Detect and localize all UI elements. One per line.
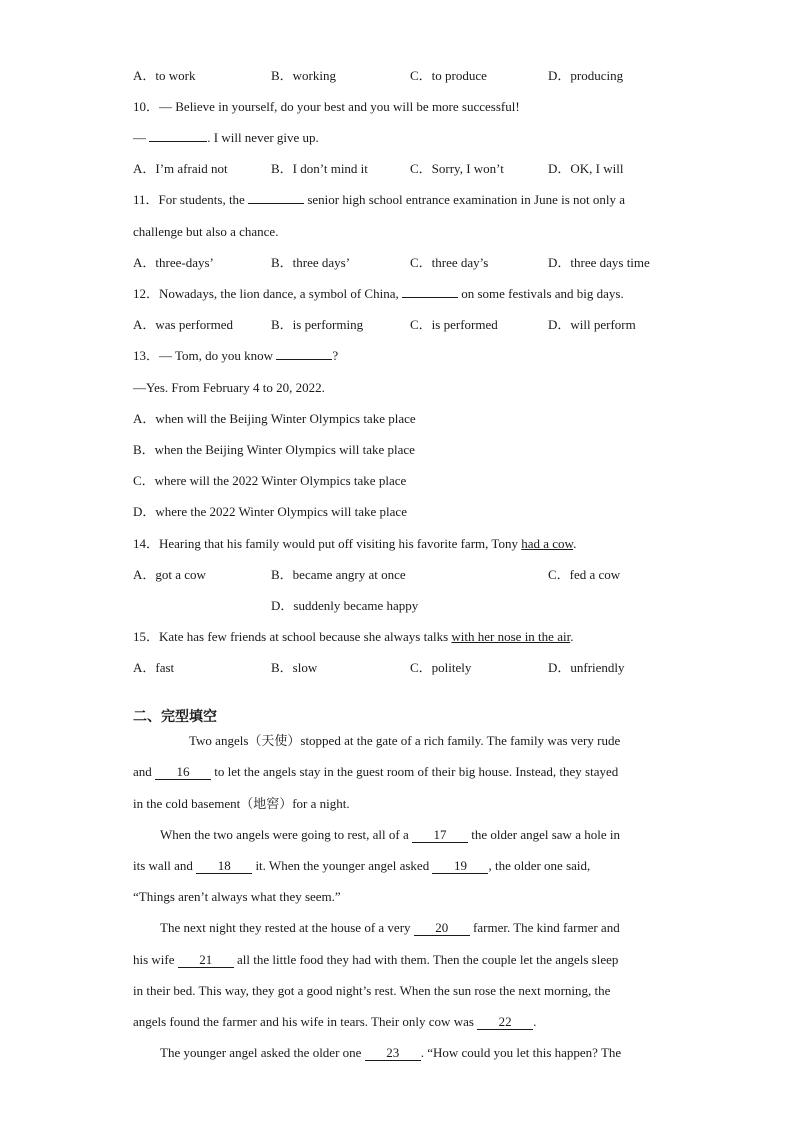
cloze-p1-line2 — [133, 763, 659, 781]
cloze-text: angels found the farmer and his wife in tears. Their only cow was — [133, 1014, 478, 1029]
q14-option-a: A．got a cow — [133, 567, 206, 582]
q10-option-c: C．Sorry, I won’t — [410, 161, 504, 176]
q12-stem-prefix: 12．Nowadays, the lion dance, a symbol of China, — [133, 286, 402, 301]
cloze-text: farmer. The kind farmer and — [469, 920, 620, 935]
q9-option-c: C．to produce — [410, 68, 487, 83]
cloze-text: the older angel saw a hole in — [467, 827, 620, 842]
q9-option-b: B．working — [271, 68, 337, 83]
q15-stem-prefix: 15．Kate has few friends at school because she always talks — [133, 629, 452, 644]
q14-option-b: B．became angry at once — [271, 567, 406, 582]
cloze-blank-18: 18 — [196, 859, 252, 874]
q15-underlined-phrase: with her nose in the air — [451, 629, 571, 644]
q12-stem — [133, 285, 624, 303]
q12-option-d: D．will perform — [548, 317, 636, 332]
q10-option-b: B．I don’t mind it — [271, 161, 368, 176]
cloze-text: to let the angels stay in the guest room of their big house. Instead, they stayed — [211, 764, 619, 779]
q12-option-b: B．is performing — [271, 317, 364, 332]
q14-stem-suffix: . — [573, 536, 577, 551]
cloze-text: . “How could you let this happen? The — [420, 1045, 622, 1060]
cloze-blank-19: 19 — [432, 859, 488, 874]
cloze-blank-17: 17 — [412, 828, 468, 843]
cloze-text: , the older one said, — [488, 858, 591, 873]
cloze-p2-line2 — [133, 857, 659, 875]
cloze-p3-line4 — [133, 1013, 659, 1031]
q10-option-d: D．OK, I will — [548, 161, 624, 176]
q14-option-c: C．fed a cow — [548, 567, 621, 582]
q10-option-a: A．I’m afraid not — [133, 161, 228, 176]
q13-stem-prefix: 13．— Tom, do you know — [133, 348, 277, 363]
cloze-text: and — [133, 764, 156, 779]
q12-stem-suffix: on some festivals and big days. — [457, 286, 624, 301]
q11-stem — [133, 191, 625, 209]
q15-option-a: A．fast — [133, 660, 175, 675]
q13-answer-blank — [276, 347, 332, 360]
cloze-text: his wife — [133, 952, 178, 967]
cloze-blank-16: 16 — [155, 765, 211, 780]
cloze-text: . — [533, 1014, 537, 1029]
cloze-p1-line1: Two angels（天使）stopped at the gate of a rich family. The family was very rude — [189, 733, 621, 748]
q15-stem-suffix: . — [570, 629, 574, 644]
q11-option-b: B．three days’ — [271, 255, 351, 270]
cloze-text: The next night they rested at the house of a very — [160, 920, 414, 935]
cloze-p2-line3: “Things aren’t always what they seem.” — [133, 889, 341, 904]
q14-stem-prefix: 14．Hearing that his family would put off visiting his favorite farm, Tony — [133, 536, 522, 551]
cloze-text: all the little food they had with them. Then the couple let the angels sleep — [233, 952, 619, 967]
q15-option-d: D．unfriendly — [548, 660, 625, 675]
q9-option-a: A．to work — [133, 68, 196, 83]
q10-reply-suffix: . I will never give up. — [207, 130, 319, 145]
q11-option-a: A．three-days’ — [133, 255, 214, 270]
q13-option-a: A．when will the Beijing Winter Olympics take place — [133, 411, 416, 426]
cloze-blank-22: 22 — [477, 1015, 533, 1030]
q11-stem-prefix: 11．For students, the — [133, 192, 249, 207]
cloze-blank-23: 23 — [365, 1046, 421, 1061]
q13-stem — [133, 347, 338, 365]
q13-option-c: C．where will the 2022 Winter Olympics take place — [133, 473, 407, 488]
cloze-blank-20: 20 — [414, 921, 470, 936]
q13-reply: —Yes. From February 4 to 20, 2022. — [133, 380, 325, 395]
cloze-text: When the two angels were going to rest, all of a — [160, 827, 412, 842]
q15-option-b: B．slow — [271, 660, 318, 675]
q12-option-c: C．is performed — [410, 317, 498, 332]
q15-stem — [133, 628, 573, 646]
q15-option-c: C．politely — [410, 660, 472, 675]
q11-answer-blank — [248, 191, 304, 204]
q11-option-c: C．three day’s — [410, 255, 489, 270]
cloze-text: it. When the younger angel asked — [252, 858, 433, 873]
q13-option-b: B．when the Beijing Winter Olympics will take place — [133, 442, 415, 457]
q9-option-d: D．producing — [548, 68, 624, 83]
q10-reply — [133, 129, 319, 147]
q11-stem-line2: challenge but also a chance. — [133, 224, 279, 239]
q12-option-a: A．was performed — [133, 317, 233, 332]
q14-stem — [133, 535, 576, 553]
q10-answer-blank — [149, 129, 207, 142]
cloze-blank-21: 21 — [178, 953, 234, 968]
q13-option-d: D．where the 2022 Winter Olympics will take place — [133, 504, 407, 519]
q13-stem-suffix: ? — [332, 348, 339, 363]
q10-stem: 10．— Believe in yourself, do your best and you will be more successful! — [133, 99, 520, 114]
cloze-p1-line3: in the cold basement（地窖）for a night. — [133, 796, 350, 811]
q12-answer-blank — [402, 285, 458, 298]
q14-option-d: D．suddenly became happy — [271, 598, 419, 613]
cloze-p3-line3: in their bed. This way, they got a good night’s rest. When the sun rose the next morning, the — [133, 983, 611, 998]
q14-underlined-phrase: had a cow — [521, 536, 574, 551]
cloze-p2-line1 — [133, 826, 686, 844]
cloze-p3-line2 — [133, 951, 659, 969]
cloze-p4-line1 — [133, 1044, 686, 1062]
section-heading-cloze: 二、完型填空 — [133, 709, 217, 725]
cloze-text: its wall and — [133, 858, 197, 873]
q11-stem-suffix: senior high school entrance examination in June is not only a — [304, 192, 626, 207]
cloze-text: The younger angel asked the older one — [160, 1045, 365, 1060]
q11-option-d: D．three days time — [548, 255, 650, 270]
q10-reply-prefix: — — [133, 130, 150, 145]
cloze-p3-line1 — [133, 919, 686, 937]
